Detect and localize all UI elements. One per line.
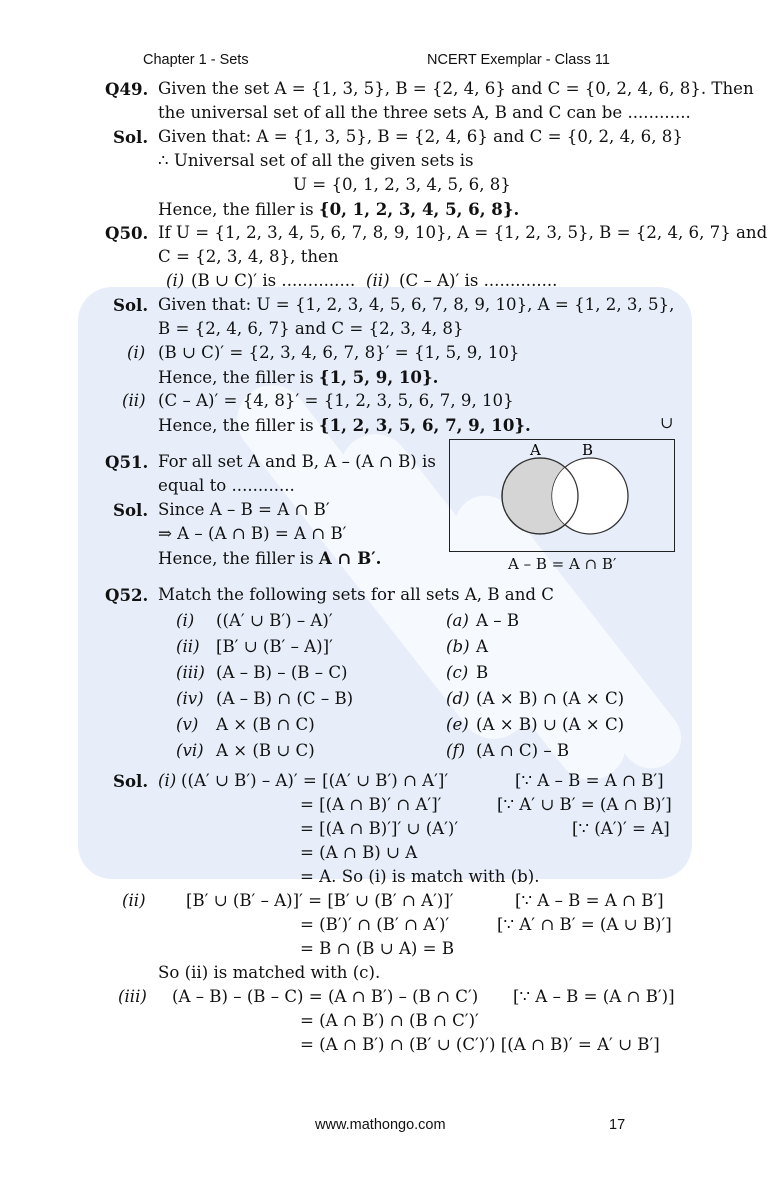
q52-left-item: [B′ ∪ (B′ – A)]′	[216, 637, 333, 656]
q49-sol-line3: U = {0, 1, 2, 3, 4, 5, 6, 8}	[293, 175, 511, 194]
q49-line1: Given the set A = {1, 3, 5}, B = {2, 4, 6} and C = {0, 2, 4, 6, 8}. Then	[158, 79, 754, 98]
q49-sol-line2: ∴ Universal set of all the given sets is	[158, 151, 474, 170]
q52-left-label: (vi)	[176, 741, 204, 760]
q50-i-filler-answer: {1, 5, 9, 10}.	[318, 367, 439, 387]
q51-line1: For all set A and B, A – (A ∩ B) is	[158, 452, 436, 471]
q52-sol-iii-reason1: [∵ A – B = (A ∩ B′)]	[513, 987, 675, 1006]
q50-sol-ii-label: (ii)	[122, 391, 146, 410]
venn-svg	[450, 440, 674, 551]
q52-sol-i-reason1: [∵ A – B = A ∩ B′]	[515, 771, 664, 790]
q50-sol-label: Sol.	[113, 295, 149, 315]
q52-sol-i-line3: = [(A ∩ B)′]′ ∪ (A′)′	[300, 819, 459, 838]
q52-right-item: (A ∩ C) – B	[476, 741, 570, 760]
footer-url[interactable]: www.mathongo.com	[315, 1117, 446, 1133]
q52-right-item: A	[476, 637, 488, 656]
q52-sol-ii-reason1: [∵ A – B = A ∩ B′]	[515, 891, 664, 910]
q52-right-item: A – B	[476, 611, 520, 630]
q50-sol-i-line2	[158, 366, 438, 389]
q52-sol-i-line4: = (A ∩ B) ∪ A	[300, 843, 418, 862]
q52-left-label: (i)	[176, 611, 195, 630]
header-chapter: Chapter 1 - Sets	[143, 52, 249, 68]
q52-left-item: (A – B) ∩ (C – B)	[216, 689, 354, 708]
q52-right-label: (f)	[446, 741, 466, 760]
q51-filler-answer: A ∩ B′.	[318, 548, 382, 568]
q50-i-filler-text: Hence, the filler is	[158, 368, 319, 387]
q51-sol-line3	[158, 547, 381, 570]
venn-diagram	[449, 439, 675, 552]
q52-left-item: A × (B ∩ C)	[216, 715, 315, 734]
header-book: NCERT Exemplar - Class 11	[427, 52, 610, 68]
q50-sol-ii-line1: (C – A)′ = {4, 8}′ = {1, 2, 3, 5, 6, 7, 9, 10}	[158, 391, 514, 410]
q50-part-i: (B ∪ C)′ is ..............	[191, 271, 356, 290]
q52-right-item: (A × B) ∩ (A × C)	[476, 689, 625, 708]
page-number: 17	[609, 1117, 626, 1133]
q49-sol-label: Sol.	[113, 127, 149, 147]
q50-line1: If U = {1, 2, 3, 4, 5, 6, 7, 8, 9, 10}, A = {1, 2, 3, 5}, B = {2, 4, 6, 7} and	[158, 223, 768, 242]
q50-part-ii-label: (ii)	[366, 271, 390, 290]
q52-left-item: (A – B) – (B – C)	[216, 663, 348, 682]
q52-left-item: ((A′ ∪ B′) – A)′	[216, 611, 333, 630]
q50-part-ii: (C – A)′ is ..............	[399, 271, 558, 290]
q51-sol-label: Sol.	[113, 500, 149, 520]
venn-caption: A – B = A ∩ B′	[508, 555, 617, 573]
q50-ii-filler-answer: {1, 2, 3, 5, 6, 7, 9, 10}.	[318, 415, 531, 435]
q52-number: Q52.	[105, 585, 149, 605]
q49-line2: the universal set of all the three sets A, B and C can be ............	[158, 103, 691, 122]
q50-part-i-label: (i)	[166, 271, 185, 290]
q52-sol-iii-line2: = (A ∩ B′) ∩ (B ∩ C′)′	[300, 1011, 479, 1030]
q52-sol-i-reason2: [∵ A′ ∪ B′ = (A ∩ B)′]	[497, 795, 672, 814]
q50-sol-line2: B = {2, 4, 6, 7} and C = {2, 3, 4, 8}	[158, 319, 464, 338]
q52-right-label: (d)	[446, 689, 470, 708]
q52-sol-ii-line2: = (B′)′ ∩ (B′ ∩ A′)′	[300, 915, 450, 934]
q52-right-label: (e)	[446, 715, 469, 734]
q50-sol-i-line1: (B ∪ C)′ = {2, 3, 4, 6, 7, 8}′ = {1, 5, 9, 10}	[158, 343, 520, 362]
q52-left-label: (v)	[176, 715, 199, 734]
venn-label-b: B	[582, 441, 594, 459]
q52-sol-i-line1: ((A′ ∪ B′) – A)′ = [(A′ ∪ B′) ∩ A′]′	[181, 771, 449, 790]
q52-sol-iii-line3: = (A ∩ B′) ∩ (B′ ∪ (C′)′) [(A ∩ B)′ = A′ ∪ B′]	[300, 1035, 660, 1054]
q52-right-item: B	[476, 663, 489, 682]
q49-number: Q49.	[105, 79, 149, 99]
q52-sol-ii-line1: [B′ ∪ (B′ – A)]′ = [B′ ∪ (B′ ∩ A′)]′	[186, 891, 454, 910]
q49-sol-line4	[158, 198, 519, 221]
q52-right-label: (a)	[446, 611, 469, 630]
union-symbol: ∪	[660, 413, 674, 432]
q52-sol-i-line5: = A. So (i) is match with (b).	[300, 867, 540, 886]
q52-sol-i-label: (i)	[158, 771, 177, 790]
q50-sol-line1: Given that: U = {1, 2, 3, 4, 5, 6, 7, 8, 9, 10}, A = {1, 2, 3, 5},	[158, 295, 675, 314]
q52-sol-ii-reason2: [∵ A′ ∩ B′ = (A ∪ B)′]	[497, 915, 672, 934]
q50-sol-ii-line2	[158, 414, 531, 437]
q52-sol-iii-label: (iii)	[118, 987, 147, 1006]
q52-line1: Match the following sets for all sets A, B and C	[158, 585, 554, 604]
q52-left-label: (ii)	[176, 637, 200, 656]
q52-left-label: (iv)	[176, 689, 204, 708]
q51-number: Q51.	[105, 452, 149, 472]
q52-left-label: (iii)	[176, 663, 205, 682]
q52-sol-i-line2: = [(A ∩ B)′ ∩ A′]′	[300, 795, 442, 814]
q52-sol-ii-line4: So (ii) is matched with (c).	[158, 963, 381, 982]
q49-filler-answer: {0, 1, 2, 3, 4, 5, 6, 8}.	[318, 199, 520, 219]
q52-left-item: A × (B ∪ C)	[216, 741, 315, 760]
q49-filler-text: Hence, the filler is	[158, 200, 319, 219]
q52-sol-ii-label: (ii)	[122, 891, 146, 910]
q52-sol-ii-line3: = B ∩ (B ∪ A) = B	[300, 939, 455, 958]
q50-sol-i-label: (i)	[127, 343, 146, 362]
q51-sol-line1: Since A – B = A ∩ B′	[158, 500, 330, 519]
q52-right-item: (A × B) ∪ (A × C)	[476, 715, 625, 734]
q52-right-label: (c)	[446, 663, 469, 682]
q51-line2: equal to ............	[158, 476, 295, 495]
q50-number: Q50.	[105, 223, 149, 243]
venn-label-a: A	[530, 441, 541, 459]
q50-line2: C = {2, 3, 4, 8}, then	[158, 247, 339, 266]
q51-filler-text: Hence, the filler is	[158, 549, 319, 568]
q52-sol-i-reason3: [∵ (A′)′ = A]	[572, 819, 670, 838]
q50-ii-filler-text: Hence, the filler is	[158, 416, 319, 435]
q52-sol-iii-line1: (A – B) – (B – C) = (A ∩ B′) – (B ∩ C′)	[172, 987, 479, 1006]
q51-sol-line2: ⇒ A – (A ∩ B) = A ∩ B′	[158, 524, 347, 543]
q49-sol-line1: Given that: A = {1, 3, 5}, B = {2, 4, 6} and C = {0, 2, 4, 6, 8}	[158, 127, 683, 146]
q52-sol-label: Sol.	[113, 771, 149, 791]
q52-right-label: (b)	[446, 637, 470, 656]
